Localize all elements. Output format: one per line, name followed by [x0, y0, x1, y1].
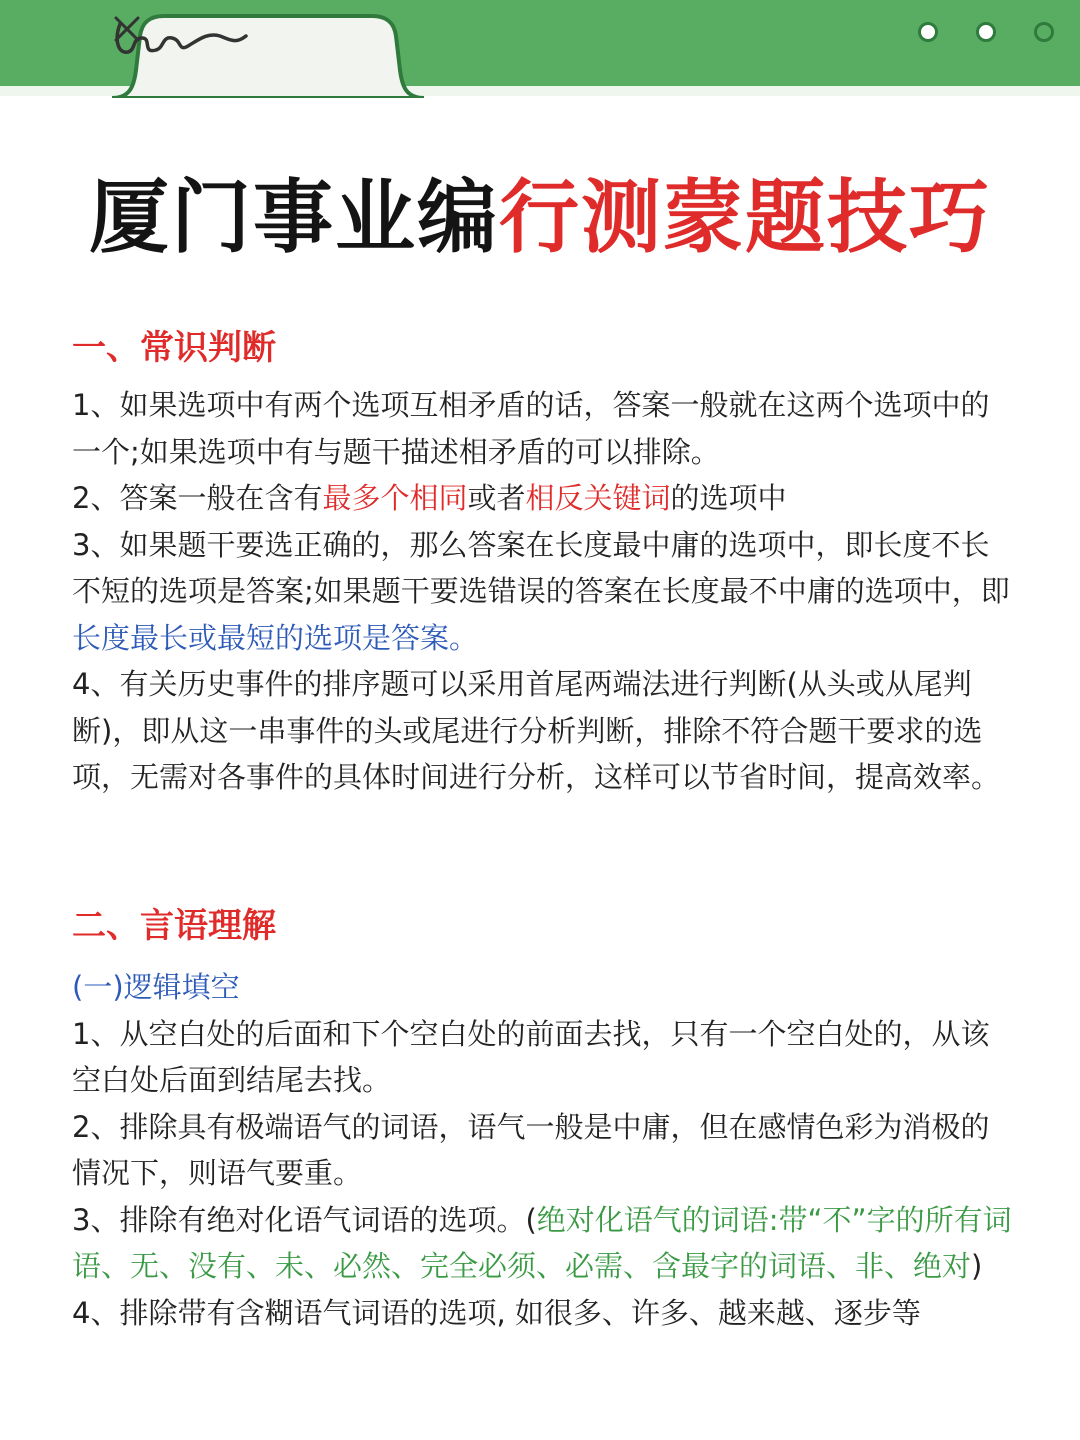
page-title: [0, 168, 1080, 268]
title-part-black: 厦门事业编: [89, 171, 499, 264]
section-heading-common-sense: 一、常识判断: [72, 328, 276, 368]
item2-text-e: 的选项中: [670, 481, 787, 515]
s2-item3-text-c: ): [971, 1249, 983, 1283]
subsection-heading-logic-fill: (一)逻辑填空: [72, 970, 240, 1004]
section2-item-3: [72, 1197, 1012, 1290]
section1-body: [72, 382, 1012, 801]
section-heading-verbal: 二、言语理解: [72, 906, 276, 946]
item2-text-c: 或者: [467, 481, 526, 515]
s2-item3-text-a: 3、排除有绝对化语气词语的选项。(: [72, 1202, 537, 1237]
window-dot-icon-1[interactable]: [918, 22, 938, 42]
item3-text-a: 3、如果题干要选正确的，那么答案在长度最中庸的选项中，即长度不长不短的选项是答案;如果题干要选错误的答案在长度最不中庸的选项中，即: [72, 527, 1010, 608]
section2-item-2: 2、排除具有极端语气的词语，语气一般是中庸，但在感情色彩为消极的情况下，则语气要重。: [72, 1109, 990, 1190]
section1-item-4: 4、有关历史事件的排序题可以采用首尾两端法进行判断(从头或从尾判断)，即从这一串事件的头或尾进行分析判断，排除不符合题干要求的选项，无需对各事件的具体时间进行分析，这样可以节省时间，提高效率。: [72, 667, 1001, 794]
section2-body: [72, 964, 1012, 1336]
section1-item-3: [72, 522, 1012, 662]
s2-item3-highlight: 绝对化语气的词语:带“不”字的所有词语、无、没有、未、必然、完全必须、必需、含最字的词语、非、绝对: [72, 1202, 1012, 1283]
section2-item-1: 1、从空白处的后面和下个空白处的前面去找，只有一个空白处的，从该空白处后面到结尾去找。: [72, 1016, 990, 1097]
section2-item-4: 4、排除带有含糊语气词语的选项, 如很多、许多、越来越、逐步等: [72, 1295, 921, 1330]
item2-text-a: 2、答案一般在含有: [72, 481, 323, 515]
section1-item-1: 1、如果选项中有两个选项互相矛盾的话，答案一般就在这两个选项中的一个;如果选项中有与题干描述相矛盾的可以排除。: [72, 388, 990, 469]
browser-tab[interactable]: [112, 14, 424, 98]
section1-item-2: [72, 475, 1012, 522]
title-part-red: 行测蒙题技巧: [499, 171, 991, 264]
close-icon[interactable]: [112, 14, 142, 44]
item2-highlight-1: 最多个相同: [322, 481, 468, 515]
window-dot-icon-3[interactable]: [1034, 22, 1054, 42]
window-dot-icon-2[interactable]: [976, 22, 996, 42]
item2-highlight-2: 相反关键词: [525, 481, 671, 515]
item3-highlight: 长度最长或最短的选项是答案。: [72, 620, 479, 655]
